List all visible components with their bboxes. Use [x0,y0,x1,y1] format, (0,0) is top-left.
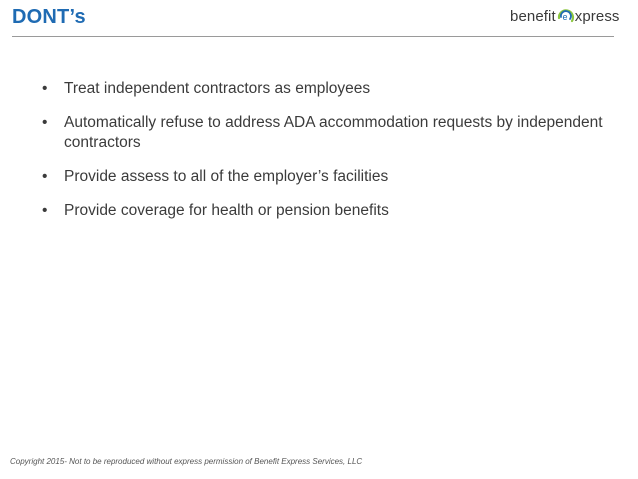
benefit-express-logo [510,3,620,29]
bullet-list [42,79,612,235]
bullet-dot: • [42,168,48,185]
bullet-text: Treat independent contractors as employees [64,80,371,97]
bullet-dot: • [42,114,48,131]
bullet-dot: • [42,80,48,97]
bullet-text: Provide coverage for health or pension benefits [64,202,389,219]
bullet-item [42,113,612,153]
bullet-item [42,167,612,187]
logo-word-benefit: benefit [510,7,556,25]
bullet-text: Automatically refuse to address ADA accommodation requests by independent contractors [64,114,603,151]
bullet-text: Provide assess to all of the employer’s facilities [64,168,389,185]
bullet-dot: • [42,202,48,219]
logo-word-xpress: xpress [574,7,620,25]
bullet-item [42,79,612,99]
bullet-item [42,201,612,221]
logo-e-letter: e [562,12,568,22]
copyright-footer: Copyright 2015- Not to be reproduced without express permission of Benefit Express Services, LLC [10,457,363,466]
title-divider [12,36,614,37]
logo-e-mark-icon [556,6,576,26]
slide-title: DONT’s [12,6,86,28]
